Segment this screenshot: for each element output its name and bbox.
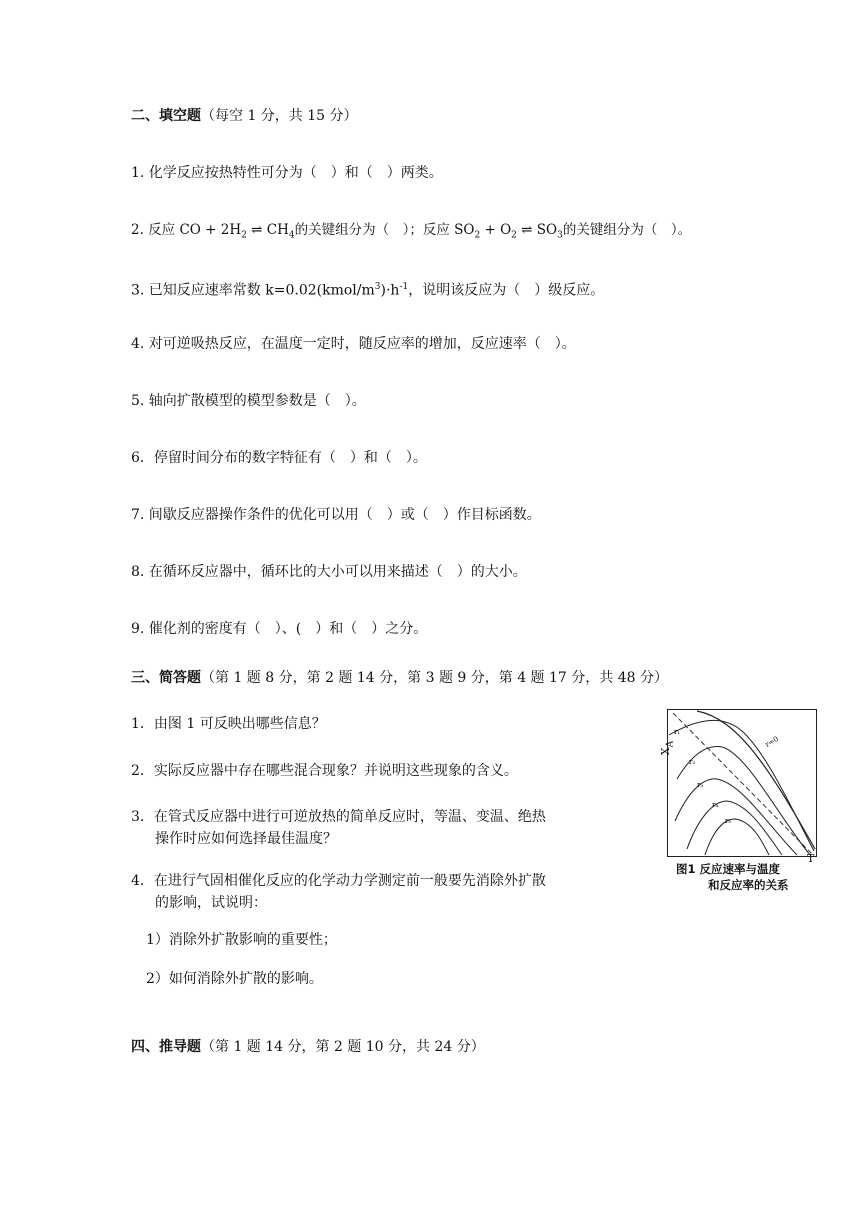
equilibrium-label: r=0 [764,734,780,749]
figure-1-rate-temperature-plot [667,709,817,857]
rate-curve-2 [677,746,810,855]
q3-sup-b: -1 [399,282,409,292]
s2-question-8: 8. 在循环反应器中，循环比的大小可以用来描述（ ）的大小。 [131,564,527,580]
curve-label-3: r₃ [697,781,704,789]
caption-line-1: 图1 反应速率与温度 [676,862,781,876]
q2-sub-e: 3 [557,230,563,241]
s3-question-1: 1．由图 1 可反映出哪些信息？ [131,716,326,732]
curve-label-5: r₅ [725,817,732,825]
rate-curve-3 [675,779,797,855]
s2-question-7: 7. 间歇反应器操作条件的优化可以用（ ）或（ ）作目标函数。 [131,507,541,523]
section4-heading [131,1037,485,1057]
s3-question-3-line2: 操作时应如何选择最佳温度？ [155,831,337,847]
curve-label-4: r₄ [712,801,719,809]
q2-part-b: ⇌ CH [246,222,289,238]
s3-question-4-item2: 2）如何消除外扩散的影响。 [146,971,323,987]
figure-1-caption [676,861,816,893]
x-axis-label: T [807,852,815,865]
curve-label-1: r₁ [674,728,681,736]
optimal-temperature-line [673,713,813,855]
caption-line-2: 和反应率的关系 [708,878,789,892]
q2-part-c: 的关键组分为（ ）；反应 SO [294,222,475,238]
rate-curve-4 [687,801,782,855]
y-axis-label-text: X [659,747,673,756]
s2-question-1: 1. 化学反应按热特性可分为（ ）和（ ）两类。 [131,165,443,181]
section3-title: 三、简答题 [131,670,201,686]
q2-sub-a: 2 [241,230,247,241]
equilibrium-curve [697,711,815,849]
s3-question-2: 2．实际反应器中存在哪些混合现象？并说明这些现象的含义。 [131,763,518,779]
s2-question-3 [131,277,604,301]
section2-heading [131,106,358,126]
s2-question-2 [131,220,691,246]
q2-part-a: 2. 反应 CO + 2H [131,222,242,238]
y-axis-label-sub: A [665,740,676,748]
section2-title: 二、填空题 [131,108,201,124]
s2-question-4: 4. 对可逆吸热反应，在温度一定时，随反应率的增加，反应速率（ ）。 [131,336,576,352]
q2-sub-b: 4 [288,230,295,241]
s3-question-3-line1: 3．在管式反应器中进行可逆放热的简单反应时，等温、变温、绝热 [131,809,546,825]
q3-part-c: ，说明该反应为（ ）级反应。 [408,282,605,299]
curve-label-2: r₂ [689,758,696,766]
q2-part-f: 的关键组分为（ ）。 [562,222,692,238]
q3-part-a: 3. 已知反应速率常数 k=0.02(kmol/m [131,282,375,299]
s2-question-9: 9. 催化剂的密度有（ ）、( ）和（ ）之分。 [131,621,428,637]
q3-part-b: )·h [380,282,400,299]
q2-sub-c: 2 [474,230,481,241]
q3-sup-a: 3 [374,282,381,292]
s3-question-4-line2: 的影响，试说明： [155,895,267,911]
s2-question-6: 6．停留时间分布的数字特征有（ ）和（ ）。 [131,450,427,466]
s2-question-5: 5. 轴向扩散模型的模型参数是（ ）。 [131,393,366,409]
section4-title: 四、推导题 [131,1039,201,1055]
section3-note: （第 1 题 8 分，第 2 题 14 分，第 3 题 9 分，第 4 题 17 分，共 48 分） [201,670,668,686]
s3-question-4-item1: 1）消除外扩散影响的重要性； [146,932,337,948]
y-axis-label [659,741,675,755]
q2-part-d: + O [480,222,512,238]
section4-note: （第 1 题 14 分，第 2 题 10 分，共 24 分） [201,1039,485,1055]
section2-note: （每空 1 分，共 15 分） [201,108,358,124]
s3-question-4-line1: 4．在进行气固相催化反应的化学动力学测定前一般要先消除外扩散 [131,873,546,889]
q2-part-e: ⇌ SO [516,222,558,238]
section3-heading [131,668,668,688]
q2-sub-d: 2 [511,230,517,241]
